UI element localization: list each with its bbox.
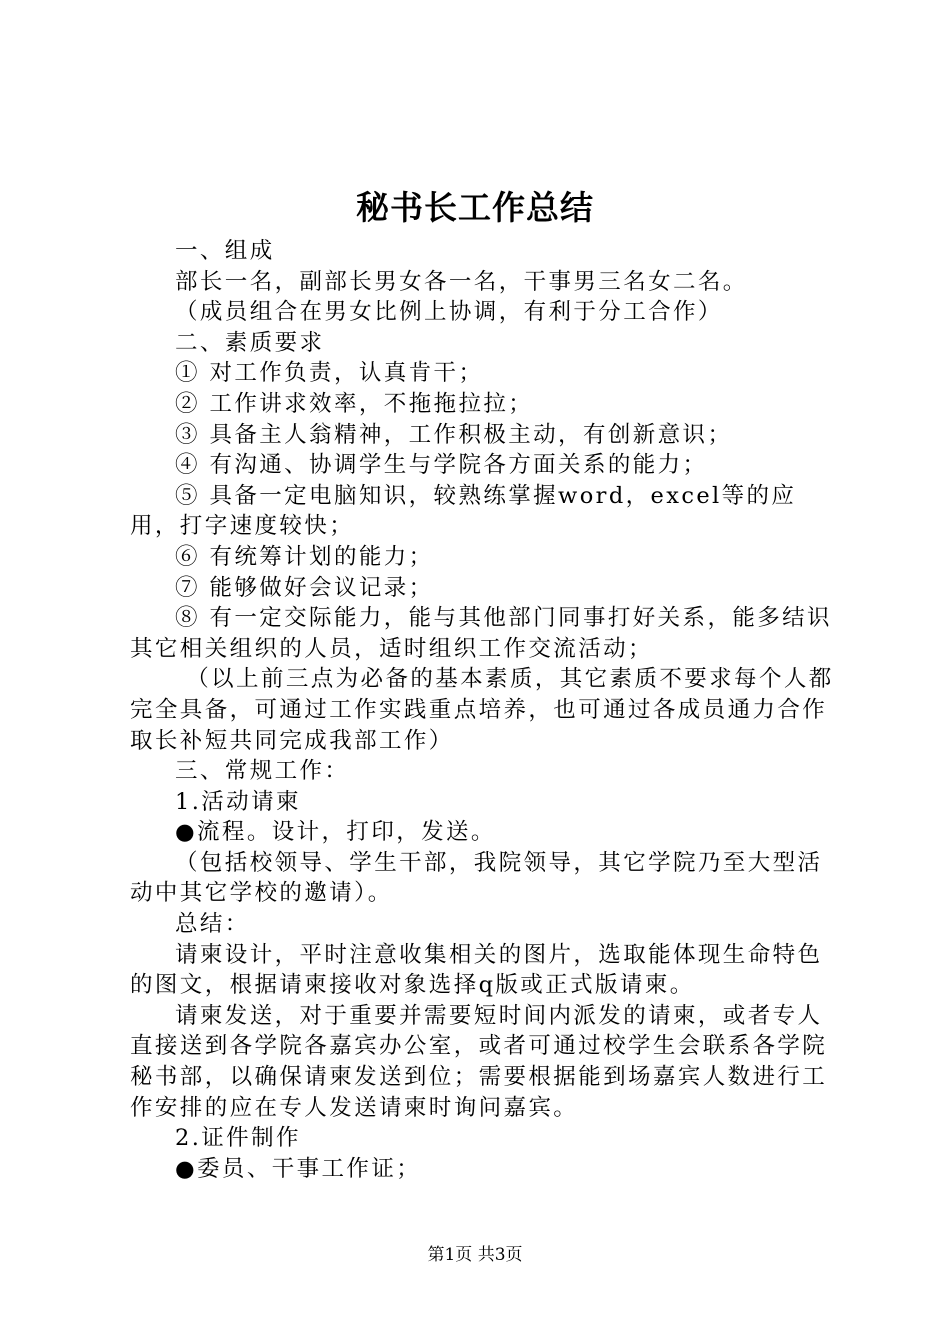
page-footer: 第1页 共3页: [427, 1245, 523, 1265]
paragraph: 总结：: [175, 911, 250, 938]
list-item: ② 工作讲求效率，不拖拖拉拉；: [175, 390, 534, 417]
list-item: ① 对工作负责，认真肯干；: [175, 360, 484, 387]
paragraph: （包括校领导、学生干部，我院领导，其它学院乃至大型活动中其它学校的邀请）。: [130, 849, 823, 907]
document-body: [130, 236, 835, 1184]
section-heading: 一、组成: [175, 238, 275, 264]
paragraph: 请柬发送，对于重要并需要短时间内派发的请柬，或者专人直接送到各学院各嘉宾办公室，或者可通过校学生会联系各学院秘书部，以确保请柬发送到位；需要根据能到场嘉宾人数进行工作安排的应在专人发送请柬时询问嘉宾。: [130, 1002, 828, 1121]
list-item: ④ 有沟通、协调学生与学院各方面关系的能力；: [175, 452, 708, 479]
section-heading: 二、素质要求: [175, 329, 325, 356]
subsection-heading: 1.活动请柬: [175, 788, 301, 815]
list-item: ⑧ 有一定交际能力，能与其他部门同事打好关系，能多结识其它相关组织的人员，适时组织工作交流活动；: [130, 605, 832, 662]
list-item: ⑦ 能够做好会议记录；: [175, 574, 434, 601]
document-title: 秘书长工作总结: [356, 188, 594, 227]
paragraph: 请柬设计，平时注意收集相关的图片，选取能体现生命特色的图文，根据请柬接收对象选择q版或正式版请柬。: [130, 941, 823, 999]
section-heading: 三、常规工作：: [175, 758, 350, 785]
paragraph: 部长一名，副部长男女各一名，干事男三名女二名。: [175, 268, 748, 295]
subsection-heading: 2.证件制作: [175, 1125, 301, 1152]
bullet-item: ●流程。设计，打印，发送。: [175, 819, 496, 846]
list-item: ③ 具备主人翁精神，工作积极主动，有创新意识；: [175, 421, 733, 448]
list-item: ⑥ 有统筹计划的能力；: [175, 543, 434, 570]
bullet-item: ●委员、干事工作证；: [175, 1155, 422, 1182]
paragraph: （以上前三点为必备的基本素质，其它素质不要求每个人都完全具备，可通过工作实践重点培养，也可通过各成员通力合作取长补短共同完成我部工作）: [130, 666, 834, 754]
list-item: ⑤ 具备一定电脑知识，较熟练掌握word，excel等的应用，打字速度较快；: [130, 482, 797, 540]
paragraph: （成员组合在男女比例上协调，有利于分工合作）: [175, 299, 723, 326]
